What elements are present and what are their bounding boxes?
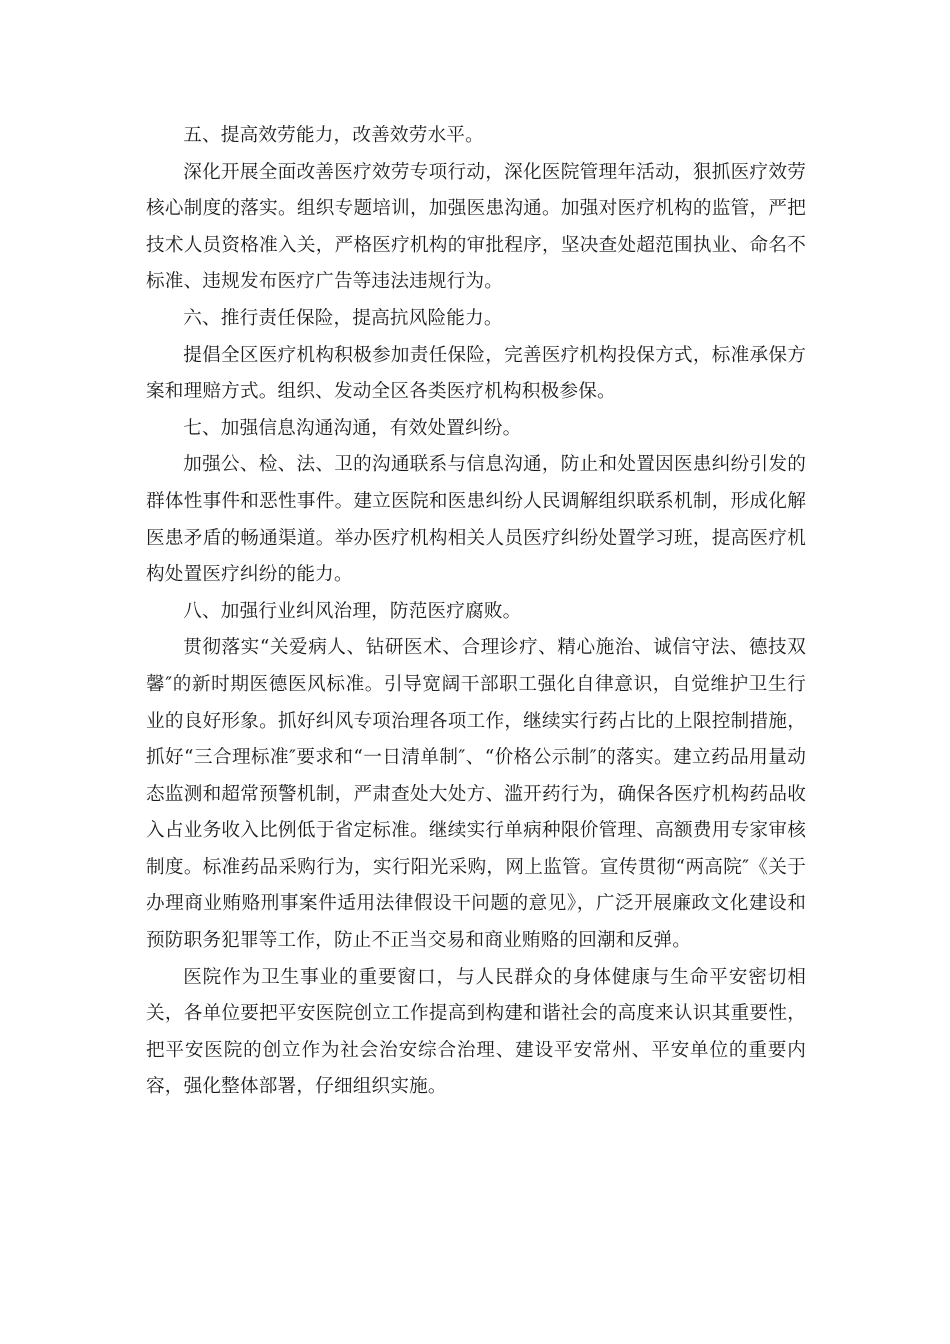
section-heading-7: 七、加强信息沟通沟通，有效处置纠纷。 — [183, 417, 522, 439]
section-heading-5: 五、提高效劳能力，改善效劳水平。 — [183, 125, 484, 146]
section-heading-6: 六、推行责任保险，提高抗风险能力。 — [183, 307, 503, 329]
document-body — [146, 118, 806, 1106]
section-body-7: 加强公、检、法、卫的沟通联系与信息沟通，防止和处置因医患纠纷引发的群体性事件和恶性事件。建立医院和医患纠纷人民调解组织联系机制，形成化解医患矛盾的畅通渠道。举办医疗机构相关人员医疗纠纷处置学习班，提高医疗机构处置医疗纠纷的能力。 — [146, 454, 806, 586]
section-body-6: 提倡全区医疗机构积极参加责任保险，完善医疗机构投保方式，标准承保方案和理赔方式。组织、发动全区各类医疗机构积极参保。 — [146, 344, 806, 403]
section-heading-8: 八、加强行业纠风治理，防范医疗腐败。 — [183, 600, 522, 622]
section-body-5: 深化开展全面改善医疗效劳专项行动，深化医院管理年活动，狠抓医疗效劳核心制度的落实。组织专题培训，加强医患沟通。加强对医疗机构的监管，严把技术人员资格准入关，严格医疗机构的审批程序，坚决查处超范围执业、命名不标准、违规发布医疗广告等违法违规行为。 — [146, 161, 806, 293]
section-body-8: 贯彻落实“关爱病人、钻研医术、合理诊疗、精心施治、诚信守法、德技双馨″的新时期医德医风标准。引导宽阔干部职工强化自律意识，自觉维护卫生行业的良好形象。抓好纠风专项治理各项工作，继续实行药占比的上限控制措施，抓好“三合理标准″要求和“一日清单制″、“价格公示制″的落实。建立药品用量动态监测和超常预警机制，严肃查处大处方、滥开药行为，确保各医疗机构药品收入占业务收入比例低于省定标准。继续实行单病种限价管理、高额费用专家审核制度。标准药品采购行为，实行阳光采购，网上监管。宣传贯彻“两高院″《关于办理商业贿赂刑事案件适用法律假设干问题的意见》，广泛开展廉政文化建设和预防职务犯罪等工作，防止不正当交易和商业贿赂的回潮和反弹。 — [146, 637, 806, 952]
closing-paragraph: 医院作为卫生事业的重要窗口，与人民群众的身体健康与生命平安密切相关，各单位要把平安医院创立工作提高到构建和谐社会的高度来认识其重要性，把平安医院的创立作为社会治安综合治理、建设平安常州、平安单位的重要内容，强化整体部署，仔细组织实施。 — [146, 966, 806, 1098]
